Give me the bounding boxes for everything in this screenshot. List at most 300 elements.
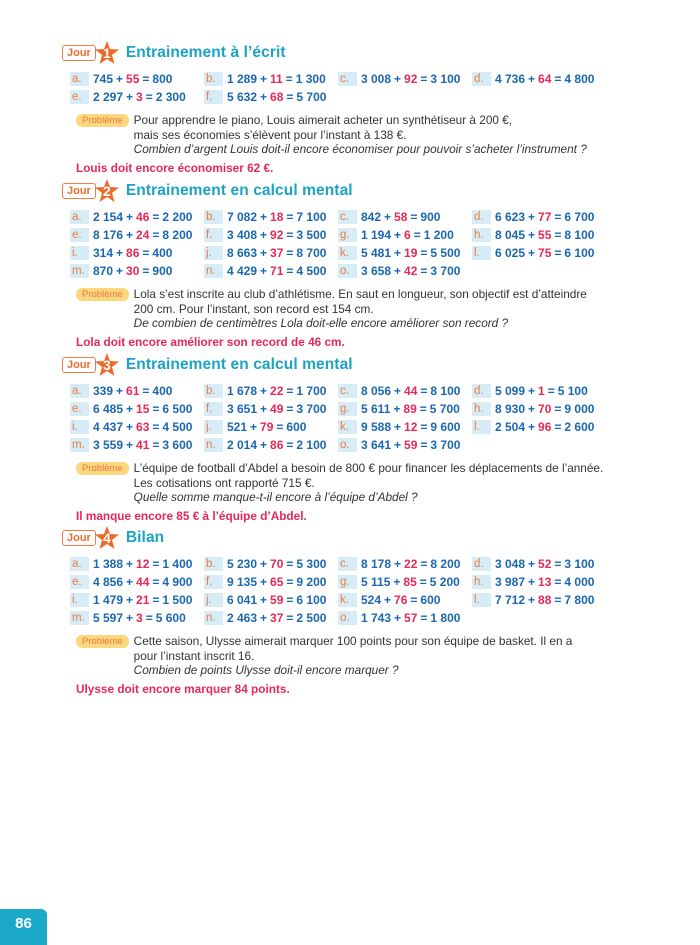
- exercise-item: [70, 208, 204, 225]
- result: 8 700: [296, 245, 327, 260]
- equals-sign: =: [420, 419, 428, 434]
- plus-sign: +: [260, 71, 268, 86]
- equals-sign: =: [142, 263, 150, 278]
- operand-b-answer: 3: [136, 610, 143, 625]
- exercise-label: b.: [204, 72, 223, 86]
- section-title: Entrainement en calcul mental: [125, 356, 353, 373]
- section-title: Bilan: [125, 529, 165, 546]
- result: 6 100: [296, 592, 327, 607]
- equals-sign: =: [286, 245, 294, 260]
- operand-a: 870: [93, 263, 114, 278]
- operand-b-answer: 85: [403, 574, 417, 589]
- result: 3 700: [296, 401, 327, 416]
- equals-sign: =: [145, 89, 153, 104]
- exercise-label: c.: [338, 72, 357, 86]
- jour-badge: [62, 40, 120, 66]
- exercise-item: [204, 609, 338, 626]
- operand-a: 5 611: [361, 401, 391, 416]
- exercise-label: i.: [70, 246, 89, 260]
- exercise-item: [338, 418, 472, 435]
- operand-b-answer: 57: [404, 610, 418, 625]
- exercise-label: h.: [472, 575, 491, 589]
- equals-sign: =: [276, 419, 284, 434]
- plus-sign: +: [126, 437, 134, 452]
- operand-b-answer: 79: [260, 419, 274, 434]
- problem-block: [76, 634, 662, 678]
- operand-b-answer: 77: [538, 209, 552, 224]
- operand-b-answer: 49: [270, 401, 284, 416]
- day-number: 2: [102, 183, 111, 199]
- operand-b-answer: 71: [270, 263, 284, 278]
- operand-b-answer: 46: [136, 209, 150, 224]
- exercise-item: [204, 591, 338, 608]
- plus-sign: +: [394, 437, 402, 452]
- star-icon: [94, 40, 120, 66]
- plus-sign: +: [260, 263, 268, 278]
- plus-sign: +: [260, 610, 268, 625]
- result: 5 100: [557, 383, 588, 398]
- result: 9 600: [430, 419, 461, 434]
- exercise-item: [338, 400, 472, 417]
- operand-b-answer: 19: [404, 245, 418, 260]
- exercise-item: [204, 555, 338, 572]
- equals-sign: =: [152, 227, 160, 242]
- section-jour-4: [62, 525, 662, 696]
- plus-sign: +: [126, 401, 134, 416]
- plus-sign: +: [126, 574, 134, 589]
- exercise-item: [472, 418, 606, 435]
- operand-a: 8 663: [227, 245, 258, 260]
- equals-sign: =: [420, 263, 428, 278]
- operand-b-answer: 30: [126, 263, 140, 278]
- equals-sign: =: [286, 209, 294, 224]
- operand-a: 4 856: [93, 574, 124, 589]
- operand-a: 3 641: [361, 437, 392, 452]
- operand-b-answer: 11: [270, 71, 283, 86]
- result: 1 300: [295, 71, 326, 86]
- equals-sign: =: [554, 227, 562, 242]
- plus-sign: +: [528, 401, 536, 416]
- equals-sign: =: [554, 401, 562, 416]
- result: 2 500: [296, 610, 327, 625]
- problem-text: [134, 634, 654, 678]
- operand-a: 3 408: [227, 227, 258, 242]
- exercise-item: [472, 382, 606, 399]
- plus-sign: +: [528, 245, 536, 260]
- exercise-label: c.: [338, 557, 357, 571]
- result: 400: [152, 245, 173, 260]
- plus-sign: +: [126, 419, 134, 434]
- exercise-item: [70, 573, 204, 590]
- jour-badge: [62, 178, 120, 204]
- exercise-item: [472, 208, 606, 225]
- exercise-item: [338, 591, 472, 608]
- result: 4 000: [564, 574, 595, 589]
- result: 6 100: [564, 245, 595, 260]
- problem-line: L’équipe de football d’Abdel a besoin de 800 € pour financer les déplacements de l’année.: [133, 461, 604, 475]
- probleme-badge: Problème: [76, 288, 129, 301]
- result: 1 400: [162, 556, 193, 571]
- plus-sign: +: [126, 227, 134, 242]
- exercise-item: [70, 609, 204, 626]
- equals-sign: =: [145, 610, 153, 625]
- operand-b-answer: 12: [136, 556, 150, 571]
- operand-a: 3 658: [361, 263, 392, 278]
- exercise-label: e.: [70, 90, 89, 104]
- operand-a: 2 154: [93, 209, 124, 224]
- exercise-label: k.: [338, 420, 357, 434]
- result: 5 700: [296, 89, 327, 104]
- result: 4 500: [296, 263, 327, 278]
- exercise-label: n.: [204, 438, 223, 452]
- exercise-item: [338, 436, 472, 453]
- problem-line: Pour apprendre le piano, Louis aimerait acheter un synthétiseur à 200 €,: [133, 113, 513, 127]
- result: 800: [152, 71, 173, 86]
- equals-sign: =: [286, 227, 294, 242]
- plus-sign: +: [528, 71, 536, 86]
- equals-sign: =: [152, 437, 160, 452]
- plus-sign: +: [528, 419, 536, 434]
- equals-sign: =: [286, 383, 294, 398]
- exercise-item: [338, 382, 472, 399]
- result: 3 700: [430, 437, 461, 452]
- operand-a: 339: [93, 383, 114, 398]
- exercise-item: [204, 418, 338, 435]
- exercise-label: a.: [70, 72, 89, 86]
- plus-sign: +: [116, 245, 124, 260]
- operand-b-answer: 89: [403, 401, 417, 416]
- section-jour-3: [62, 352, 662, 523]
- day-number: 1: [102, 45, 111, 61]
- equals-sign: =: [152, 209, 160, 224]
- plus-sign: +: [528, 592, 536, 607]
- problem-answer: Lola doit encore améliorer son record de 46 cm.: [76, 334, 345, 349]
- operand-a: 2 014: [227, 437, 258, 452]
- equals-sign: =: [554, 556, 562, 571]
- section-jour-1: [62, 40, 662, 175]
- equals-sign: =: [286, 437, 294, 452]
- exercise-label: g.: [338, 228, 357, 242]
- exercise-label: o.: [338, 264, 357, 278]
- exercise-label: m.: [70, 438, 89, 452]
- equals-sign: =: [420, 245, 428, 260]
- exercise-label: f.: [204, 90, 223, 104]
- exercise-item: [204, 70, 338, 87]
- result: 6 700: [564, 209, 595, 224]
- plus-sign: +: [394, 419, 402, 434]
- result: 3 700: [430, 263, 461, 278]
- exercise-item: [204, 244, 338, 261]
- equals-sign: =: [420, 437, 428, 452]
- equals-sign: =: [142, 383, 150, 398]
- section-header: [62, 40, 662, 66]
- problem-answer: Ulysse doit encore marquer 84 points.: [76, 681, 290, 696]
- equals-sign: =: [142, 245, 150, 260]
- problem-line: Lola s’est inscrite au club d’athlétisme. En saut en longueur, son objectif est d’atteindre: [133, 287, 587, 301]
- exercise-grid: [70, 382, 662, 453]
- jour-label: Jour: [62, 45, 96, 61]
- problem-question: Quelle somme manque-t-il encore à l’équipe d’Abdel ?: [133, 490, 418, 504]
- exercise-grid: [70, 70, 662, 105]
- equals-sign: =: [286, 89, 294, 104]
- operand-b-answer: 68: [270, 89, 284, 104]
- exercise-item: [338, 70, 472, 87]
- exercise-label: c.: [338, 384, 357, 398]
- operand-b-answer: 86: [270, 437, 284, 452]
- exercise-label: b.: [204, 384, 223, 398]
- exercise-label: a.: [70, 557, 89, 571]
- equals-sign: =: [142, 71, 150, 86]
- operand-a: 3 651: [227, 401, 258, 416]
- exercise-label: k.: [338, 593, 357, 607]
- exercise-label: i.: [70, 420, 89, 434]
- exercise-label: h.: [472, 228, 491, 242]
- operand-b-answer: 59: [270, 592, 284, 607]
- result: 3 100: [430, 71, 461, 86]
- equals-sign: =: [410, 592, 418, 607]
- result: 3 600: [162, 437, 193, 452]
- equals-sign: =: [286, 556, 294, 571]
- operand-b-answer: 1: [538, 383, 545, 398]
- jour-label: Jour: [62, 530, 96, 546]
- exercise-label: h.: [472, 402, 491, 416]
- operand-b-answer: 55: [538, 227, 552, 242]
- section-header: [62, 178, 662, 204]
- operand-a: 5 230: [227, 556, 258, 571]
- operand-b-answer: 13: [538, 574, 552, 589]
- equals-sign: =: [286, 610, 294, 625]
- exercise-item: [70, 244, 204, 261]
- operand-a: 9 135: [227, 574, 258, 589]
- operand-a: 1 479: [93, 592, 124, 607]
- operand-a: 4 437: [93, 419, 124, 434]
- exercise-item: [70, 382, 204, 399]
- operand-b-answer: 75: [538, 245, 552, 260]
- exercise-label: n.: [204, 611, 223, 625]
- operand-b-answer: 96: [538, 419, 552, 434]
- result: 5 200: [429, 574, 460, 589]
- page-number: 86: [0, 909, 47, 945]
- equals-sign: =: [152, 556, 160, 571]
- exercise-label: j.: [204, 593, 223, 607]
- operand-b-answer: 52: [538, 556, 552, 571]
- star-icon: [94, 352, 120, 378]
- result: 1 500: [162, 592, 193, 607]
- exercise-item: [204, 436, 338, 453]
- exercise-item: [70, 262, 204, 279]
- equals-sign: =: [285, 71, 293, 86]
- result: 900: [420, 209, 441, 224]
- result: 2 600: [564, 419, 595, 434]
- exercise-label: f.: [204, 402, 223, 416]
- problem-line: Les cotisations ont rapporté 715 €.: [133, 475, 315, 490]
- problem-answer: Louis doit encore économiser 62 €.: [76, 160, 274, 175]
- plus-sign: +: [394, 383, 402, 398]
- operand-a: 1 678: [227, 383, 258, 398]
- problem-line: 200 cm. Pour l’instant, son record est 154 cm.: [133, 301, 374, 316]
- exercise-item: [70, 436, 204, 453]
- equals-sign: =: [554, 592, 562, 607]
- exercise-label: d.: [472, 384, 491, 398]
- operand-b-answer: 59: [404, 437, 418, 452]
- exercise-item: [472, 70, 606, 87]
- exercise-item: [70, 226, 204, 243]
- result: 8 100: [564, 227, 595, 242]
- exercise-item: [338, 208, 472, 225]
- day-number: 4: [102, 530, 111, 546]
- exercise-grid: [70, 555, 662, 626]
- operand-b-answer: 61: [126, 383, 140, 398]
- operand-b-answer: 64: [538, 71, 552, 86]
- operand-a: 1 194: [361, 227, 392, 242]
- result: 1 200: [423, 227, 454, 242]
- operand-a: 4 736: [495, 71, 526, 86]
- equals-sign: =: [554, 209, 562, 224]
- exercise-item: [338, 226, 472, 243]
- operand-b-answer: 70: [538, 401, 552, 416]
- exercise-item: [70, 88, 204, 105]
- plus-sign: +: [528, 227, 536, 242]
- operand-a: 1 289: [227, 71, 258, 86]
- result: 1 800: [430, 610, 461, 625]
- operand-a: 1 743: [361, 610, 392, 625]
- operand-b-answer: 3: [136, 89, 143, 104]
- equals-sign: =: [420, 71, 428, 86]
- result: 2 300: [155, 89, 186, 104]
- operand-a: 6 041: [227, 592, 258, 607]
- exercise-label: g.: [338, 402, 357, 416]
- operand-a: 8 176: [93, 227, 124, 242]
- problem-question: Combien de points Ulysse doit-il encore marquer ?: [133, 663, 399, 677]
- operand-a: 1 388: [93, 556, 124, 571]
- plus-sign: +: [384, 592, 392, 607]
- day-number: 3: [102, 357, 111, 373]
- operand-b-answer: 76: [394, 592, 408, 607]
- result: 3 500: [296, 227, 327, 242]
- operand-a: 5 632: [227, 89, 258, 104]
- equals-sign: =: [419, 574, 427, 589]
- operand-a: 8 178: [361, 556, 392, 571]
- operand-a: 9 588: [361, 419, 392, 434]
- exercise-item: [472, 400, 606, 417]
- problem-line: pour l’instant inscrit 16.: [133, 648, 255, 663]
- operand-b-answer: 42: [404, 263, 418, 278]
- operand-a: 8 056: [361, 383, 392, 398]
- exercise-label: k.: [338, 246, 357, 260]
- result: 3 100: [564, 556, 595, 571]
- exercise-grid: [70, 208, 662, 279]
- exercise-item: [338, 262, 472, 279]
- operand-a: 3 559: [93, 437, 124, 452]
- equals-sign: =: [286, 263, 294, 278]
- operand-b-answer: 86: [126, 245, 140, 260]
- plus-sign: +: [260, 227, 268, 242]
- exercise-item: [204, 208, 338, 225]
- exercise-item: [472, 591, 606, 608]
- problem-question: Combien d’argent Louis doit-il encore économiser pour pouvoir s’acheter l’instrument ?: [133, 142, 587, 156]
- operand-b-answer: 58: [394, 209, 408, 224]
- result: 2 100: [296, 437, 327, 452]
- exercise-label: l.: [472, 246, 491, 260]
- exercise-label: f.: [204, 228, 223, 242]
- section-title: Entrainement en calcul mental: [125, 182, 353, 199]
- operand-a: 314: [93, 245, 114, 260]
- problem-answer: Il manque encore 85 € à l’équipe d’Abdel.: [76, 508, 307, 523]
- operand-b-answer: 37: [270, 245, 284, 260]
- result: 600: [420, 592, 441, 607]
- exercise-label: a.: [70, 384, 89, 398]
- plus-sign: +: [394, 556, 402, 571]
- exercise-label: d.: [472, 210, 491, 224]
- probleme-badge: Problème: [76, 114, 129, 127]
- exercise-item: [70, 555, 204, 572]
- plus-sign: +: [250, 419, 258, 434]
- plus-sign: +: [528, 574, 536, 589]
- operand-b-answer: 22: [404, 556, 418, 571]
- operand-b-answer: 92: [270, 227, 284, 242]
- result: 2 200: [162, 209, 193, 224]
- problem-text: [134, 113, 654, 157]
- exercise-label: g.: [338, 575, 357, 589]
- exercise-item: [472, 244, 606, 261]
- result: 900: [152, 263, 173, 278]
- exercise-label: d.: [472, 72, 491, 86]
- plus-sign: +: [126, 556, 134, 571]
- operand-b-answer: 22: [270, 383, 284, 398]
- exercise-item: [472, 555, 606, 572]
- result: 1 700: [296, 383, 327, 398]
- equals-sign: =: [554, 419, 562, 434]
- exercise-item: [472, 226, 606, 243]
- operand-b-answer: 63: [136, 419, 150, 434]
- problem-line: mais ses économies s’élèvent pour l’instant à 138 €.: [133, 127, 407, 142]
- operand-a: 8 930: [495, 401, 526, 416]
- probleme-badge: Problème: [76, 462, 129, 475]
- result: 5 700: [429, 401, 460, 416]
- plus-sign: +: [260, 401, 268, 416]
- operand-b-answer: 55: [126, 71, 140, 86]
- plus-sign: +: [393, 401, 401, 416]
- operand-a: 8 045: [495, 227, 526, 242]
- equals-sign: =: [410, 209, 418, 224]
- equals-sign: =: [554, 574, 562, 589]
- exercise-label: c.: [338, 210, 357, 224]
- operand-b-answer: 6: [404, 227, 411, 242]
- operand-b-answer: 18: [270, 209, 284, 224]
- operand-a: 745: [93, 71, 114, 86]
- result: 4 500: [162, 419, 193, 434]
- problem-block: [76, 461, 662, 505]
- exercise-label: e.: [70, 575, 89, 589]
- operand-b-answer: 44: [404, 383, 418, 398]
- exercise-item: [338, 244, 472, 261]
- plus-sign: +: [528, 383, 536, 398]
- exercise-item: [70, 418, 204, 435]
- star-icon: [94, 525, 120, 551]
- section-header: [62, 525, 662, 551]
- operand-a: 5 481: [361, 245, 392, 260]
- plus-sign: +: [116, 383, 124, 398]
- result: 4 900: [162, 574, 193, 589]
- exercise-item: [204, 262, 338, 279]
- exercise-label: a.: [70, 210, 89, 224]
- operand-a: 2 297: [93, 89, 124, 104]
- section-jour-2: [62, 178, 662, 349]
- operand-b-answer: 12: [404, 419, 418, 434]
- problem-question: De combien de centimètres Lola doit-elle encore améliorer son record ?: [133, 316, 509, 330]
- plus-sign: +: [116, 263, 124, 278]
- operand-b-answer: 37: [270, 610, 284, 625]
